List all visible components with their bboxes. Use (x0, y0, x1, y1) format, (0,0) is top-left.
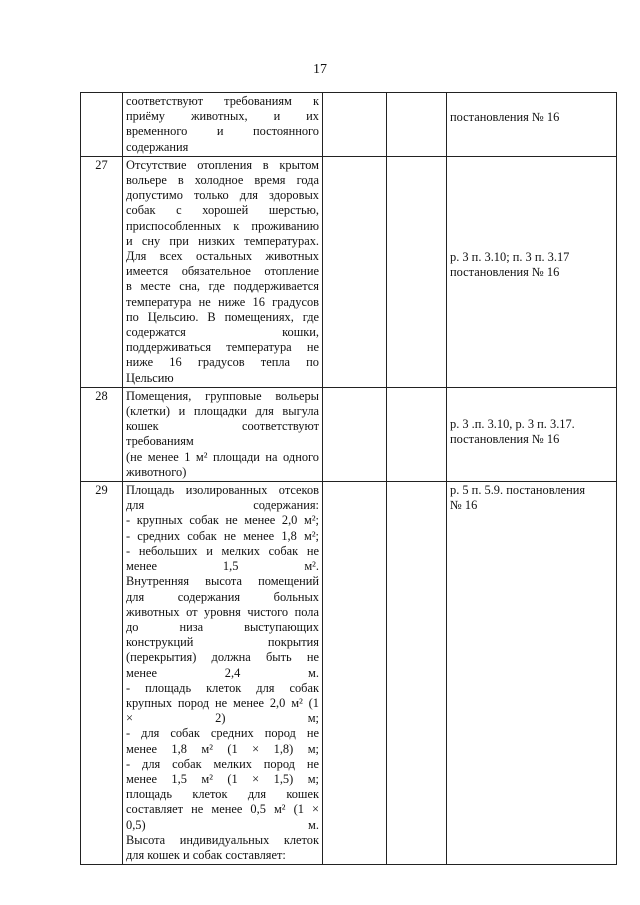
page-number: 17 (313, 62, 327, 77)
requirement-cell (123, 93, 323, 157)
requirement-line: площадь клеток для кошек (126, 787, 319, 802)
reference-cell (447, 387, 617, 481)
requirement-line: содержатся кошки, (126, 325, 319, 340)
row-number: 29 (81, 482, 123, 865)
requirement-line: Отсутствие отопления в крытом (126, 157, 319, 172)
empty-cell (387, 93, 447, 157)
requirement-line: и сну при низких температурах. (126, 233, 319, 248)
requirement-line: по Цельсию. В помещениях, где (126, 309, 319, 324)
requirement-line: - для собак мелких пород не (126, 756, 319, 771)
reference-cell (447, 482, 617, 865)
requirements-table (80, 92, 617, 865)
reference-block (450, 389, 613, 447)
reference-block (450, 158, 613, 280)
reference-line: р. 5 п. 5.9. постановления (450, 483, 586, 498)
requirement-line: - площадь клеток для собак (126, 680, 319, 695)
reference-block (450, 483, 613, 513)
reference-block (450, 94, 613, 125)
requirement-line: - средних собак не менее 1,8 м²; (126, 528, 319, 543)
requirement-line: Внутренняя высота помещений (126, 574, 319, 589)
requirement-line: 0,5) м. (126, 817, 319, 832)
reference-cell (447, 93, 617, 157)
empty-cell (387, 387, 447, 481)
requirement-line: допустимо только для здоровых (126, 188, 319, 203)
requirement-cell (123, 156, 323, 387)
row-number (81, 93, 123, 157)
requirement-line: приёму животных, и их (126, 109, 319, 124)
empty-cell (387, 482, 447, 865)
requirement-line: (клетки) и площадки для выгула (126, 404, 319, 419)
requirement-line: приспособленных к проживанию (126, 218, 319, 233)
requirement-line: вольере в холодное время года (126, 173, 319, 188)
empty-cell (387, 156, 447, 387)
requirement-line: кошек соответствуют (126, 419, 319, 434)
reference-line: р. 3 .п. 3.10, р. 3 п. 3.17. (450, 416, 575, 431)
empty-cell (323, 156, 387, 387)
requirement-line: имеется обязательное отопление (126, 264, 319, 279)
requirement-line: для содержания больных (126, 589, 319, 604)
reference-line: постановления № 16 (450, 265, 560, 280)
table-body (81, 93, 617, 865)
reference-line: постановления № 16 (450, 110, 560, 124)
empty-cell (323, 387, 387, 481)
requirement-line: конструкций покрытия (126, 635, 319, 650)
reference-line: постановления № 16 (450, 432, 560, 447)
requirement-line: менее 1,8 м² (1 × 1,8) м; (126, 741, 319, 756)
requirement-line: менее 1,5 м². (126, 559, 319, 574)
requirement-line: для содержания: (126, 498, 319, 513)
requirement-cell (123, 387, 323, 481)
requirement-line: составляет не менее 0,5 м² (1 × (126, 802, 319, 817)
requirement-line: (не менее 1 м² площади на одного (126, 449, 319, 464)
table-row (81, 93, 617, 157)
reference-line: № 16 (450, 498, 478, 513)
requirement-line: Площадь изолированных отсеков (126, 483, 319, 498)
requirement-line: для кошек и собак составляет: (126, 847, 286, 862)
empty-cell (323, 93, 387, 157)
reference-line: р. 3 п. 3.10; п. 3 п. 3.17 (450, 249, 570, 264)
requirement-line: временного и постоянного (126, 124, 319, 139)
requirement-line: крупных пород не менее 2,0 м² (1 (126, 695, 319, 710)
row-number: 28 (81, 387, 123, 481)
reference-cell (447, 156, 617, 387)
requirement-line: - крупных собак не менее 2,0 м²; (126, 513, 319, 528)
table-row (81, 482, 617, 865)
requirement-line: Помещения, групповые вольеры (126, 388, 319, 403)
requirement-line: требованиям (126, 434, 194, 449)
requirement-cell (123, 482, 323, 865)
requirement-line: поддерживаться температура не (126, 340, 319, 355)
requirement-line: × 2) м; (126, 711, 319, 726)
empty-cell (323, 482, 387, 865)
requirement-line: менее 2,4 м. (126, 665, 319, 680)
requirement-line: в месте сна, где поддерживается (126, 279, 319, 294)
requirement-line: собак с хорошей шерстью, (126, 203, 319, 218)
row-number: 27 (81, 156, 123, 387)
requirement-line: Высота индивидуальных клеток (126, 832, 319, 847)
requirement-line: менее 1,5 м² (1 × 1,5) м; (126, 771, 319, 786)
requirement-line: до низа выступающих (126, 619, 319, 634)
requirement-line: (перекрытия) должна быть не (126, 650, 319, 665)
requirement-line: - небольших и мелких собак не (126, 543, 319, 558)
requirement-line: животных от уровня чистого пола (126, 604, 319, 619)
requirement-line: ниже 16 градусов тепла по (126, 355, 319, 370)
requirement-line: соответствуют требованиям к (126, 94, 319, 108)
table-row (81, 156, 617, 387)
requirement-line: животного) (126, 464, 187, 479)
requirement-line: температура не ниже 16 градусов (126, 294, 319, 309)
requirement-line: Цельсию (126, 370, 174, 385)
requirement-line: Для всех остальных животных (126, 249, 319, 264)
table-row (81, 387, 617, 481)
requirement-line: - для собак средних пород не (126, 726, 319, 741)
requirement-line: содержания (126, 139, 189, 154)
